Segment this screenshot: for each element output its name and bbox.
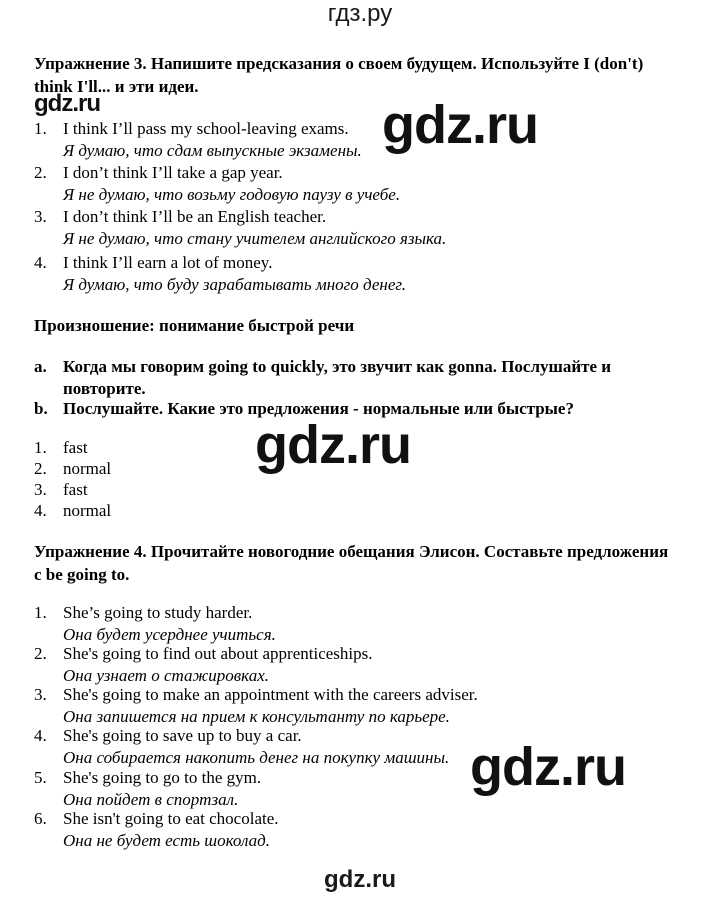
russian-translation: Я не думаю, что возьму годовую паузу в учебе. — [63, 185, 401, 204]
russian-translation: Она собирается накопить денег на покупку машины. — [63, 748, 450, 767]
english-sentence: She's going to find out about apprenticeships. — [63, 644, 373, 663]
item-number: 3. — [34, 207, 47, 226]
english-sentence: She’s going to study harder. — [63, 603, 253, 622]
watermark: gdz.ru — [382, 95, 538, 155]
exercise-3-heading: Упражнение 3. Напишите предсказания о своем будущем. Используйте I (don't) think I'll... и эти идеи. — [34, 54, 644, 96]
item-number: 2. — [34, 459, 47, 478]
item-number: 4. — [34, 253, 47, 272]
item-number: 4. — [34, 726, 47, 745]
answer-text: fast — [63, 480, 88, 499]
answer-text: fast — [63, 438, 88, 457]
english-sentence: She isn't going to eat chocolate. — [63, 809, 279, 828]
russian-translation: Она пойдет в спортзал. — [63, 790, 239, 809]
pronunciation-heading: Произношение: понимание быстрой речи — [34, 316, 355, 335]
russian-translation: Я не думаю, что стану учителем английского языка. — [63, 229, 447, 248]
item-number: 2. — [34, 644, 47, 663]
watermark: gdz.ru — [255, 415, 411, 475]
item-number: 2. — [34, 163, 47, 182]
task-text: Когда мы говорим going to quickly, это звучит как gonna. Послушайте и повторите. — [63, 357, 612, 398]
english-sentence: I think I’ll earn a lot of money. — [63, 253, 273, 272]
item-number: 3. — [34, 480, 47, 499]
english-sentence: She's going to go to the gym. — [63, 768, 262, 787]
english-sentence: I don’t think I’ll be an English teacher. — [63, 207, 327, 226]
item-number: 6. — [34, 809, 47, 828]
item-number: 4. — [34, 501, 47, 520]
task-text: Послушайте. Какие это предложения - нормальные или быстрые? — [63, 399, 574, 418]
watermark: gdz.ru — [470, 737, 626, 797]
item-number: 5. — [34, 768, 47, 787]
russian-translation: Она не будет есть шоколад. — [63, 831, 270, 850]
task-letter: b. — [34, 399, 48, 418]
russian-translation: Она запишется на прием к консультанту по карьере. — [63, 707, 450, 726]
item-number: 1. — [34, 438, 47, 457]
english-sentence: I think I’ll pass my school-leaving exams. — [63, 119, 349, 138]
item-number: 1. — [34, 603, 47, 622]
item-number: 3. — [34, 685, 47, 704]
item-number: 1. — [34, 119, 47, 138]
english-sentence: She's going to save up to buy a car. — [63, 726, 302, 745]
russian-translation: Я думаю, что сдам выпускные экзамены. — [63, 141, 362, 160]
site-footer: gdz.ru — [324, 866, 396, 893]
russian-translation: Я думаю, что буду зарабатывать много денег. — [63, 275, 407, 294]
answer-text: normal — [63, 501, 112, 520]
answer-text: normal — [63, 459, 112, 478]
english-sentence: I don’t think I’ll take a gap year. — [63, 163, 283, 182]
site-header: гдз.ру — [327, 0, 393, 27]
english-sentence: She's going to make an appointment with the careers adviser. — [63, 685, 478, 704]
exercise-4-heading: Упражнение 4. Прочитайте новогодние обещания Элисон. Составьте предложения с be going to. — [34, 542, 669, 584]
russian-translation: Она узнает о стажировках. — [63, 666, 269, 685]
russian-translation: Она будет усерднее учиться. — [63, 625, 276, 644]
task-letter: a. — [34, 357, 47, 376]
watermark: gdz.ru — [34, 90, 100, 117]
